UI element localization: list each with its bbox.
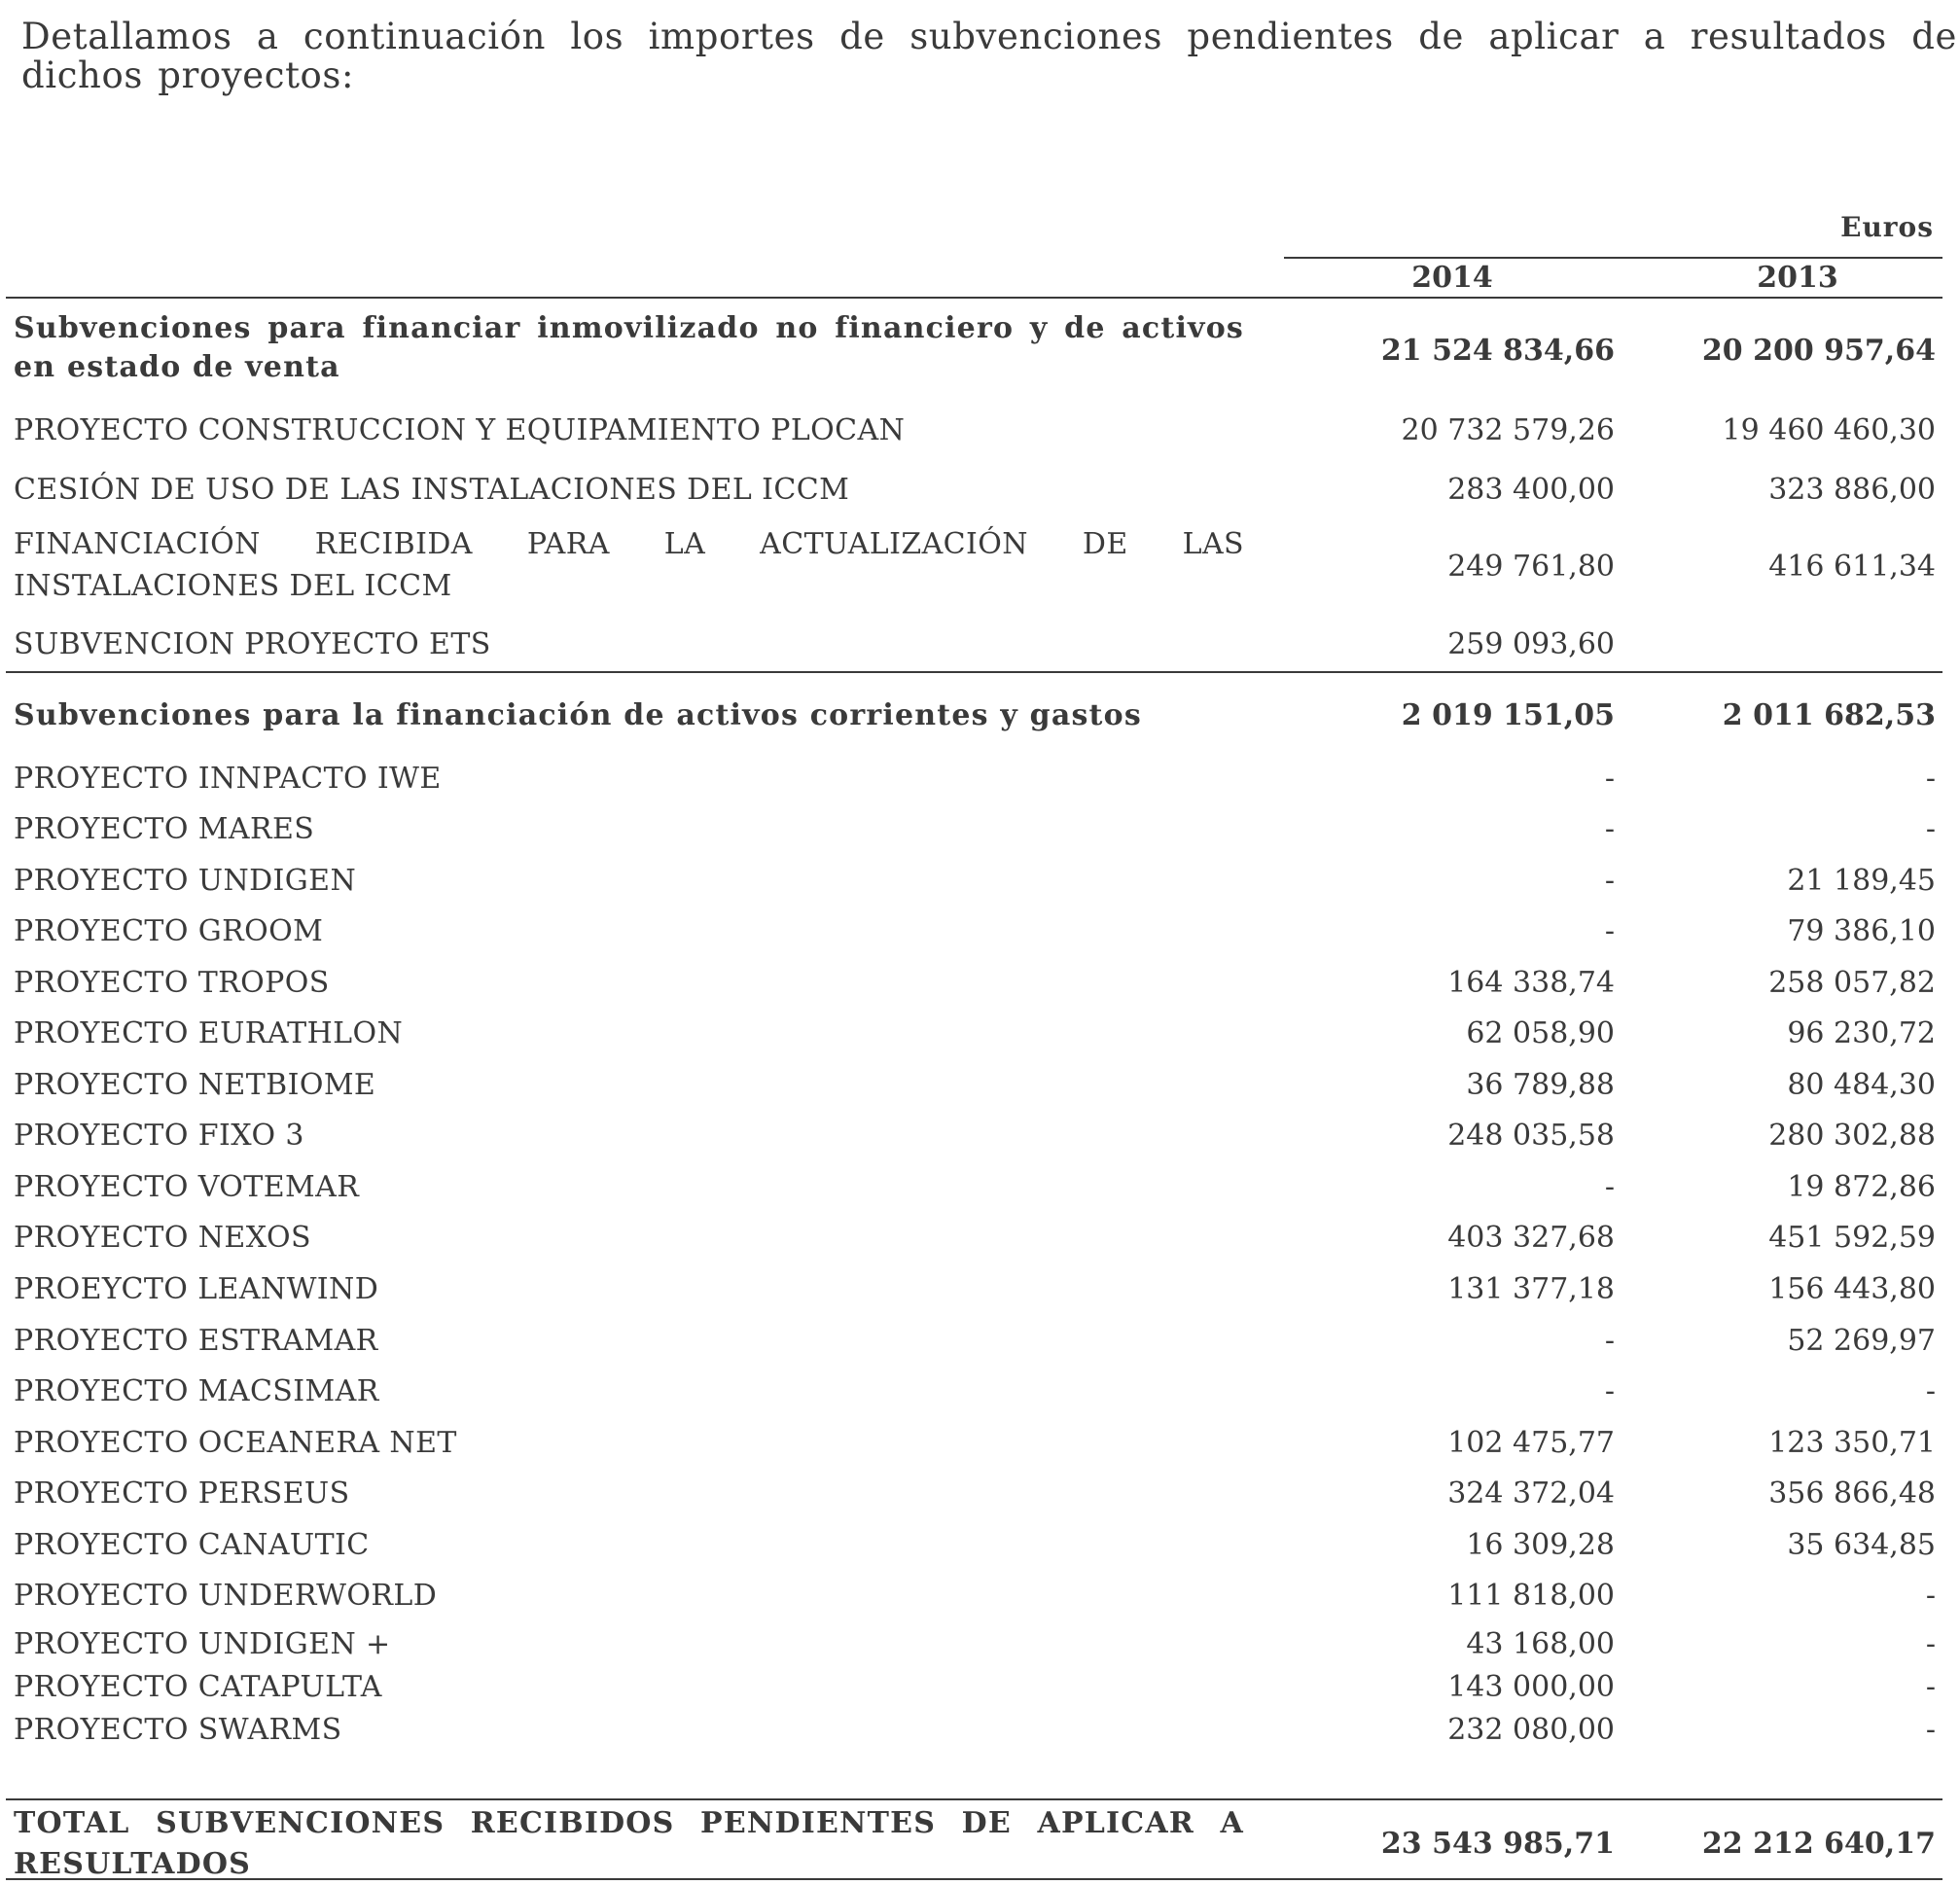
total-rule-bottom — [6, 1878, 1942, 1880]
item-value-2013: 156 443,80 — [1768, 1272, 1936, 1306]
item-label: PROYECTO PERSEUS — [14, 1476, 350, 1511]
item-value-2014: 36 789,88 — [1466, 1068, 1615, 1102]
total-rule-top — [6, 1798, 1942, 1800]
item-label: PROYECTO UNDIGEN + — [14, 1627, 391, 1661]
currency-label: Euros — [1840, 211, 1934, 243]
item-label: CESIÓN DE USO DE LAS INSTALACIONES DEL ICCM — [14, 473, 850, 507]
item-label: PROYECTO UNDERWORLD — [14, 1579, 438, 1613]
item-value-2014: 143 000,00 — [1447, 1670, 1615, 1704]
item-value-2014: 164 338,74 — [1447, 966, 1615, 1000]
item-label: PROYECTO INNPACTO IWE — [14, 762, 442, 796]
item-value-2014: 102 475,77 — [1447, 1426, 1615, 1460]
item-value-2013: - — [1925, 1713, 1936, 1747]
item-label: PROYECTO NEXOS — [14, 1221, 311, 1255]
item-value-2014: - — [1604, 812, 1615, 846]
item-label: PROYECTO SWARMS — [14, 1713, 342, 1747]
item-label: FINANCIACIÓN RECIBIDA PARA LA ACTUALIZACIÓN DE LAS INSTALACIONES DEL ICCM — [14, 527, 1244, 603]
item-value-2013: 451 592,59 — [1768, 1221, 1936, 1255]
item-label: PROYECTO OCEANERA NET — [14, 1426, 457, 1460]
item-value-2014: - — [1604, 1324, 1615, 1358]
year-header-2013: 2013 — [1757, 261, 1838, 295]
section-title: Subvenciones para la financiación de activos corrientes y gastos — [14, 698, 1142, 732]
item-value-2013: 19 460 460,30 — [1722, 413, 1936, 447]
item-label: PROEYCTO LEANWIND — [14, 1272, 379, 1306]
section-total-2014: 21 524 834,66 — [1380, 334, 1615, 368]
item-value-2013: 52 269,97 — [1787, 1324, 1936, 1358]
item-value-2013: 356 866,48 — [1768, 1476, 1936, 1511]
item-label: SUBVENCION PROYECTO ETS — [14, 627, 491, 661]
item-value-2014: - — [1604, 762, 1615, 796]
item-value-2013: 323 886,00 — [1768, 473, 1936, 507]
item-value-2013: - — [1925, 1374, 1936, 1408]
item-value-2013: - — [1925, 762, 1936, 796]
item-value-2013: 79 386,10 — [1787, 914, 1936, 948]
section-divider — [6, 671, 1942, 673]
total-value-2013: 22 212 640,17 — [1701, 1827, 1936, 1861]
item-value-2014: 232 080,00 — [1447, 1713, 1615, 1747]
total-value-2014: 23 543 985,71 — [1380, 1827, 1615, 1861]
item-label: PROYECTO MARES — [14, 812, 315, 846]
section-total-2013: 20 200 957,64 — [1701, 334, 1936, 368]
item-value-2014: 111 818,00 — [1447, 1579, 1615, 1613]
item-value-2014: 20 732 579,26 — [1401, 413, 1615, 447]
item-value-2014: 259 093,60 — [1447, 627, 1615, 661]
item-value-2014: 131 377,18 — [1447, 1272, 1615, 1306]
item-label: PROYECTO TROPOS — [14, 966, 330, 1000]
item-label: PROYECTO FIXO 3 — [14, 1119, 304, 1153]
header-rule-bottom — [6, 297, 1942, 299]
item-value-2014: - — [1604, 1374, 1615, 1408]
item-value-2014: 403 327,68 — [1447, 1221, 1615, 1255]
item-value-2013: - — [1925, 812, 1936, 846]
item-value-2014: - — [1604, 864, 1615, 898]
item-value-2013: 21 189,45 — [1787, 864, 1936, 898]
item-label: PROYECTO CONSTRUCCION Y EQUIPAMIENTO PLOCAN — [14, 413, 906, 447]
item-value-2014: 283 400,00 — [1447, 473, 1615, 507]
item-value-2014: 248 035,58 — [1447, 1119, 1615, 1153]
item-value-2014: 62 058,90 — [1466, 1016, 1615, 1050]
item-value-2013: - — [1925, 1579, 1936, 1613]
item-value-2014: 249 761,80 — [1447, 550, 1615, 584]
intro-paragraph: Detallamos a continuación los importes de subvenciones pendientes de aplicar a resultados de dichos proyectos: — [21, 16, 1957, 96]
section-title: Subvenciones para financiar inmovilizado no financiero y de activos en estado de venta — [14, 311, 1244, 384]
item-label: PROYECTO UNDIGEN — [14, 864, 357, 898]
section-total-2013: 2 011 682,53 — [1722, 698, 1936, 732]
item-label: PROYECTO CANAUTIC — [14, 1528, 370, 1562]
item-label: PROYECTO ESTRAMAR — [14, 1324, 378, 1358]
item-value-2013: 35 634,85 — [1787, 1528, 1936, 1562]
item-value-2013: 416 611,34 — [1768, 550, 1936, 584]
item-value-2013: - — [1925, 1670, 1936, 1704]
item-label: PROYECTO VOTEMAR — [14, 1170, 360, 1204]
item-label: PROYECTO CATAPULTA — [14, 1670, 382, 1704]
item-label: PROYECTO GROOM — [14, 914, 324, 948]
item-value-2014: 324 372,04 — [1447, 1476, 1615, 1511]
item-label: PROYECTO NETBIOME — [14, 1068, 376, 1102]
item-value-2013: 280 302,88 — [1768, 1119, 1936, 1153]
section-total-2014: 2 019 151,05 — [1401, 698, 1615, 732]
item-value-2013: - — [1925, 1627, 1936, 1661]
item-label: PROYECTO MACSIMAR — [14, 1374, 379, 1408]
item-value-2013: 123 350,71 — [1768, 1426, 1936, 1460]
item-value-2014: - — [1604, 914, 1615, 948]
item-value-2013: 80 484,30 — [1787, 1068, 1936, 1102]
header-rule-top — [1284, 257, 1942, 259]
item-value-2014: 43 168,00 — [1466, 1627, 1615, 1661]
item-value-2013: 19 872,86 — [1787, 1170, 1936, 1204]
year-header-2014: 2014 — [1411, 261, 1493, 295]
item-label: PROYECTO EURATHLON — [14, 1016, 404, 1050]
item-value-2013: 96 230,72 — [1787, 1016, 1936, 1050]
item-value-2013: 258 057,82 — [1768, 966, 1936, 1000]
item-value-2014: 16 309,28 — [1466, 1528, 1615, 1562]
total-label: TOTAL SUBVENCIONES RECIBIDOS PENDIENTES DE APLICAR A RESULTADOS — [14, 1806, 1244, 1881]
item-value-2014: - — [1604, 1170, 1615, 1204]
